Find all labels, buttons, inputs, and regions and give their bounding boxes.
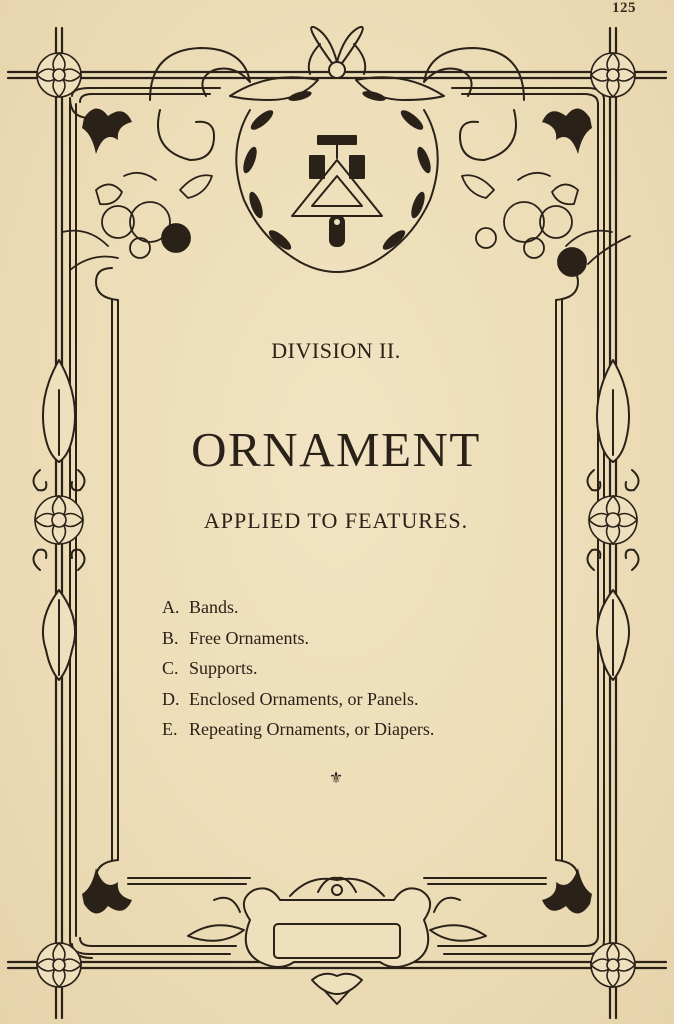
item-letter: C. [162,658,179,678]
main-title: ORNAMENT [191,422,481,477]
fruit-cluster-left [62,173,212,270]
division-heading: DIVISION II. [271,338,401,363]
item-text: Bands. [189,597,239,617]
page-number: 125 [612,0,636,16]
item-text: Repeating Ornaments, or Diapers. [189,719,435,739]
item-letter: A. [162,597,180,617]
list-item [162,592,542,623]
item-letter: B. [162,627,179,648]
top-bow [309,27,366,78]
item-letter: E. [162,719,178,739]
bottom-cartouche [188,878,486,1004]
masonic-emblem-icon [292,136,382,246]
fleur-de-lis-icon: ⚜ [328,770,344,787]
list-item [162,653,542,684]
contents-list [162,592,542,745]
item-letter: D. [162,688,180,709]
item-text: Supports. [189,658,258,678]
item-text: Free Ornaments. [189,627,309,648]
item-text: Enclosed Ornaments, or Panels. [189,688,419,709]
list-item [162,714,542,745]
subtitle: APPLIED TO FEATURES. [203,508,469,533]
list-item [162,684,542,715]
list-item [162,623,542,654]
